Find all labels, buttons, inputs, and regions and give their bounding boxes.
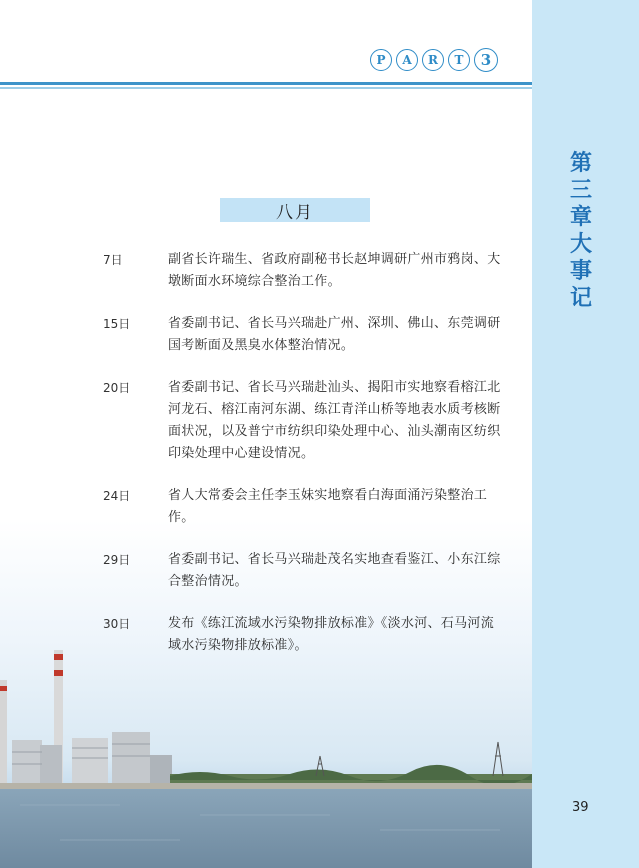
event-date: 30日 (103, 617, 131, 631)
event-description: 省人大常委会主任李玉妹实地察看白海面涌污染整治工作。 (168, 488, 488, 525)
event-description: 发布《练江流域水污染物排放标准》《淡水河、石马河流域水污染物排放标准》。 (168, 616, 495, 653)
event-item (0, 313, 532, 357)
event-item (0, 613, 532, 657)
event-description: 副省长许瑞生、省政府副秘书长赵坤调研广州市鸦岗、大墩断面水环境综合整治工作。 (168, 252, 501, 289)
event-date: 7日 (103, 253, 123, 267)
part-number: 3 (474, 48, 498, 72)
month-heading: 八月 (220, 198, 370, 222)
part-letter-p: P (370, 49, 392, 71)
event-item (0, 485, 532, 529)
event-item (0, 249, 532, 293)
event-item (0, 377, 532, 465)
part-badge-group (370, 46, 498, 74)
event-item (0, 549, 532, 593)
header-rule-thin (0, 87, 532, 89)
part-letter-t: T (448, 49, 470, 71)
event-description: 省委副书记、省长马兴瑞赴茂名实地查看鉴江、小东江综合整治情况。 (168, 552, 501, 589)
event-date: 24日 (103, 489, 131, 503)
event-description: 省委副书记、省长马兴瑞赴广州、深圳、佛山、东莞调研国考断面及黑臭水体整治情况。 (168, 316, 501, 353)
chapter-title: 第三章 大事记 (569, 151, 592, 311)
part-letter-r: R (422, 49, 444, 71)
event-date: 20日 (103, 381, 131, 395)
part-letter-a: A (396, 49, 418, 71)
page-number: 39 (572, 800, 589, 815)
event-date: 29日 (103, 553, 131, 567)
event-description: 省委副书记、省长马兴瑞赴汕头、揭阳市实地察看榕江北河龙石、榕江南河东湖、练江青洋山桥等地表水质考核断面状况，以及普宁市纺织印染处理中心、汕头潮南区纺织印染处理中心建设情况。 (168, 380, 501, 461)
event-list (0, 249, 532, 677)
event-date: 15日 (103, 317, 131, 331)
chapter-sidebar (532, 0, 639, 868)
header-rule (0, 82, 532, 85)
